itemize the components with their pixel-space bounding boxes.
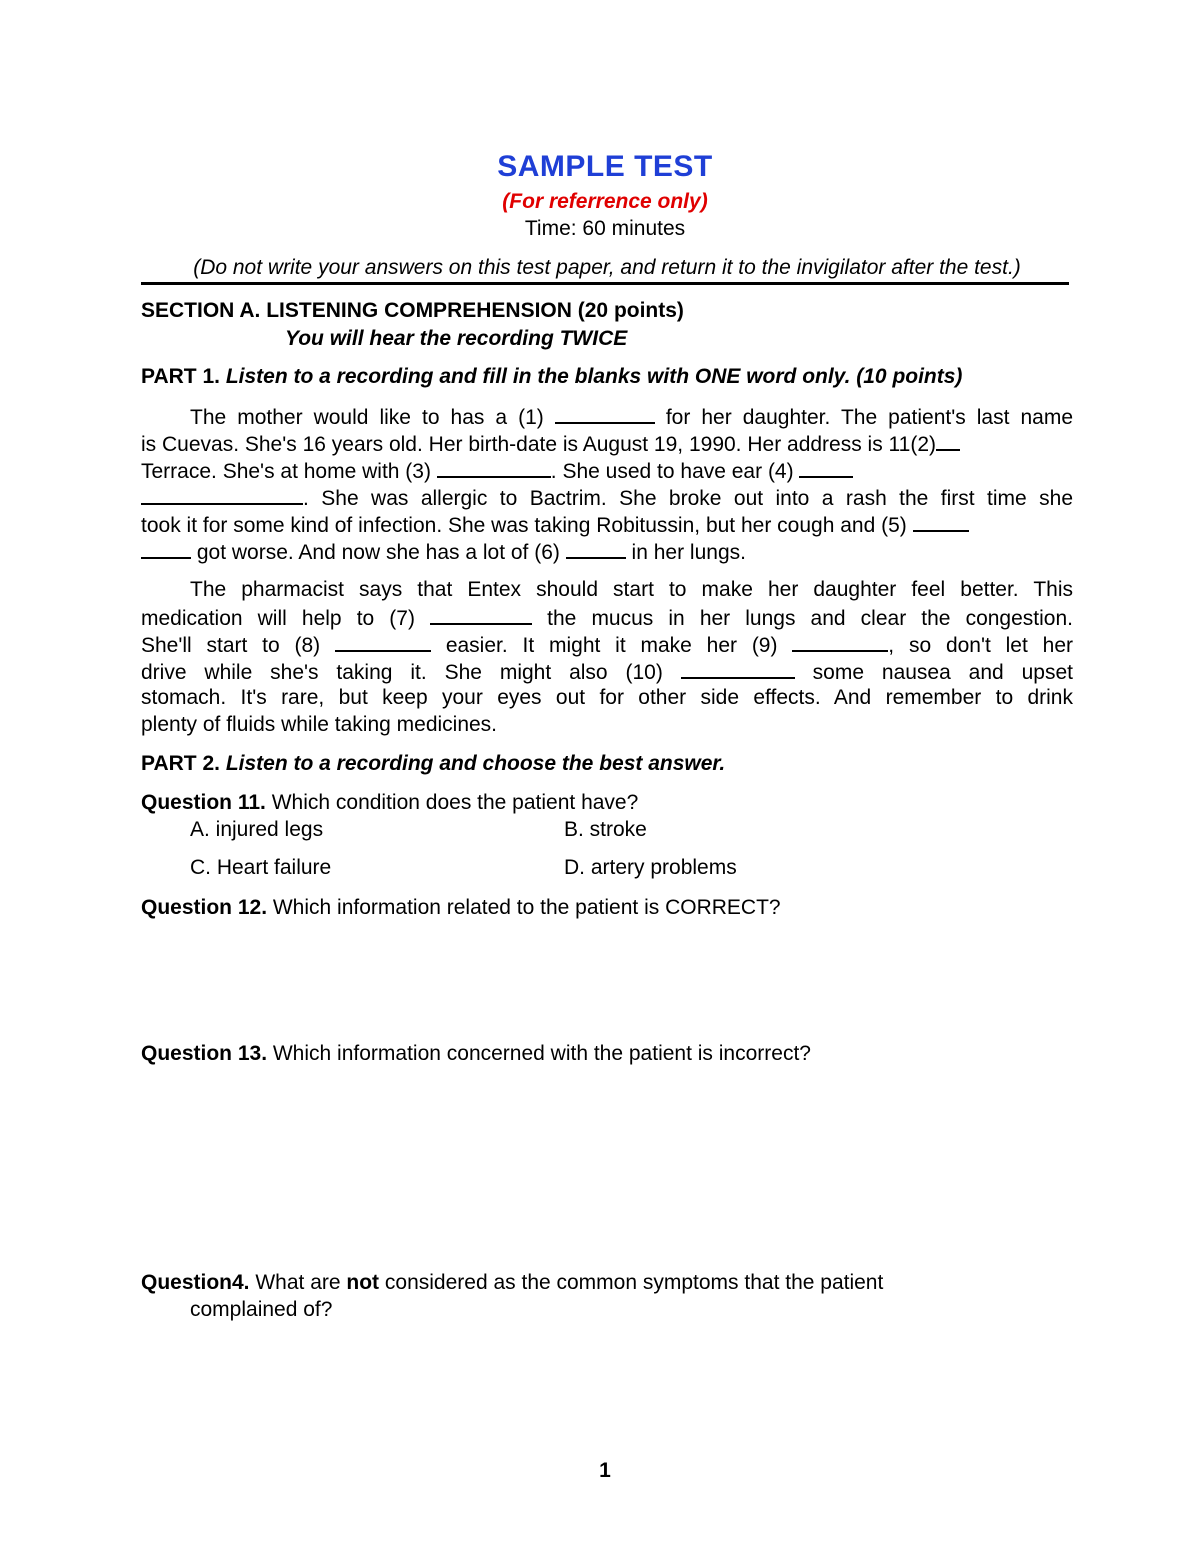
option-d: D. artery problems — [564, 856, 737, 879]
p1-line-5 — [141, 511, 969, 539]
p1-text: is Cuevas. She's 16 years old. Her birth-date is August 19, 1990. Her address is 11(2) — [141, 433, 937, 456]
question-11 — [141, 790, 638, 816]
blank-8 — [335, 631, 431, 652]
p2-text: the mucus in her lungs and clear the congestion. — [532, 607, 1073, 630]
part2-heading — [141, 751, 725, 777]
question-14-text: What are — [249, 1271, 347, 1294]
blank-6 — [566, 538, 626, 559]
p1-line-4 — [141, 484, 1073, 512]
p2-line-2 — [141, 604, 1073, 632]
question-14-text-rest: considered as the common symptoms that the patient — [379, 1271, 884, 1294]
option-a: A. injured legs — [190, 818, 324, 841]
blank-4a — [799, 457, 853, 478]
option-b: B. stroke — [564, 818, 647, 841]
p1-line-2 — [141, 430, 960, 458]
p2-line-3 — [141, 631, 1073, 659]
p1-line-1 — [190, 403, 1073, 431]
blank-4b — [141, 484, 303, 505]
question-13-text: Which information concerned with the patient is incorrect? — [267, 1042, 811, 1065]
blank-9 — [792, 631, 888, 652]
section-a-heading: SECTION A. LISTENING COMPREHENSION (20 points) — [141, 299, 684, 322]
p1-text: for her daughter. The patient's last name — [654, 406, 1073, 429]
p2-text: drive while she's taking it. She might also (10) — [141, 661, 681, 684]
p2-line-4 — [141, 658, 1073, 686]
p1-text: The mother would like to has a (1) — [190, 406, 555, 429]
section-a-note: You will hear the recording TWICE — [285, 327, 628, 350]
question-11-label: Question 11. — [141, 791, 266, 814]
part1-heading — [141, 364, 962, 390]
blank-2 — [936, 430, 960, 451]
p1-text: . She used to have ear (4) — [550, 460, 800, 483]
test-subtitle: (For referrence only) — [502, 190, 708, 213]
p2-text: easier. It might it make her (9) — [431, 634, 793, 657]
p1-text: got worse. And now she has a lot of (6) — [191, 541, 566, 564]
time-limit: Time: 60 minutes — [524, 217, 686, 240]
question-11-text: Which condition does the patient have? — [265, 791, 639, 814]
blank-1 — [555, 403, 655, 424]
question-14 — [141, 1270, 883, 1296]
p1-text: took it for some kind of infection. She was taking Robitussin, but her cough and (5) — [141, 514, 913, 537]
question-13-label: Question 13. — [141, 1042, 268, 1065]
option-c: C. Heart failure — [190, 856, 332, 879]
p2-line-6: plenty of fluids while taking medicines. — [141, 713, 498, 736]
blank-7 — [430, 604, 532, 625]
p2-text: medication will help to (7) — [141, 607, 431, 630]
blank-10 — [681, 658, 795, 679]
p1-line-6 — [141, 538, 746, 566]
question-14-label: Question4. — [141, 1271, 250, 1294]
question-14-emphasis: not — [346, 1271, 380, 1294]
p1-line-3 — [141, 457, 853, 485]
test-title: SAMPLE TEST — [497, 150, 713, 183]
blank-5b — [141, 538, 191, 559]
question-14-continued: complained of? — [190, 1298, 333, 1321]
part2-instruction: Listen to a recording and choose the best answer. — [225, 752, 726, 775]
p2-text: She'll start to (8) — [141, 634, 335, 657]
part1-instruction: Listen to a recording and fill in the blanks with ONE word only. (10 points) — [225, 365, 963, 388]
p2-line-1: The pharmacist says that Entex should start to make her daughter feel better. This — [190, 578, 1073, 601]
blank-3 — [437, 457, 551, 478]
test-instruction: (Do not write your answers on this test paper, and return it to the invigilator after the test.) — [193, 256, 1021, 279]
part1-label: PART 1. — [141, 365, 220, 388]
question-12-label: Question 12. — [141, 896, 268, 919]
question-12 — [141, 895, 781, 921]
p2-text: , so don't let her — [888, 634, 1073, 657]
p2-line-5: stomach. It's rare, but keep your eyes out for other side effects. And remember to drink — [141, 686, 1073, 709]
blank-5a — [913, 511, 969, 532]
part2-label: PART 2. — [141, 752, 220, 775]
p1-text: in her lungs. — [625, 541, 746, 564]
p2-text: some nausea and upset — [794, 661, 1073, 684]
question-13 — [141, 1041, 811, 1067]
p1-text: Terrace. She's at home with (3) — [141, 460, 437, 483]
p1-text: . She was allergic to Bactrim. She broke out into a rash the first time she — [303, 487, 1073, 510]
header-divider — [141, 282, 1069, 285]
question-12-text: Which information related to the patient is CORRECT? — [267, 896, 781, 919]
page-number: 1 — [599, 1459, 611, 1482]
